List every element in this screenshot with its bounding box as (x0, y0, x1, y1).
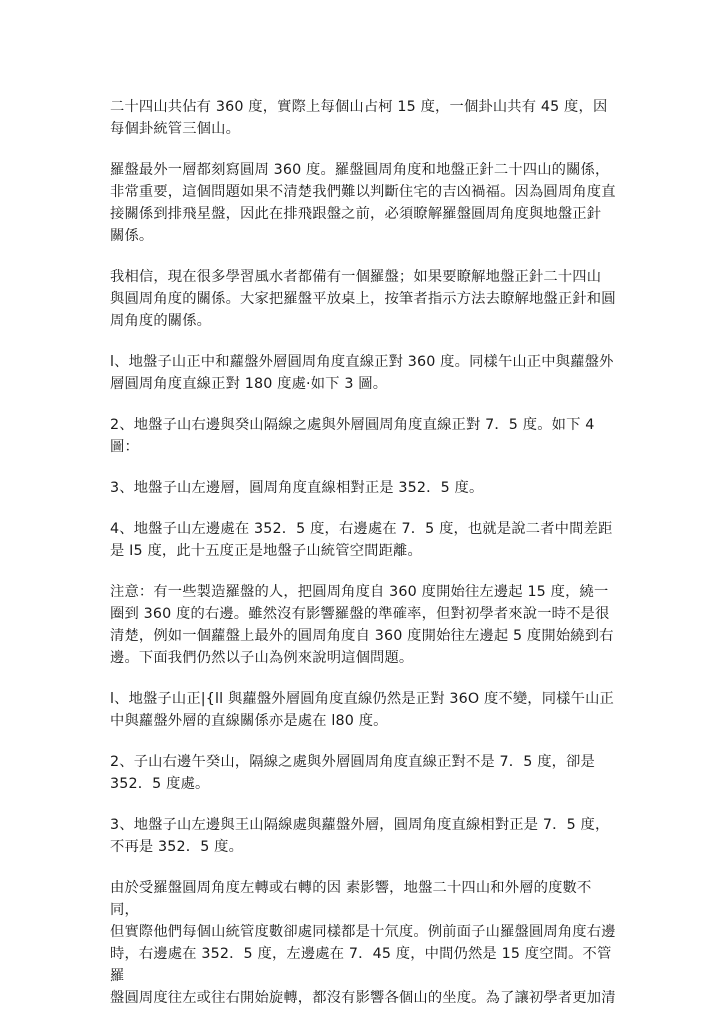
paragraph: 2、子山右邊午癸山，隔線之處與外層圓周角度直線正對不是 7．5 度，卻是 352．5 度處。 (110, 754, 595, 792)
paragraph: 我相信，現在很多學習風水者都備有一個羅盤；如果要瞭解地盤正針二十四山 與圓周角度的關係。大家把羅盤平放桌上，按筆者指示方法去瞭解地盤正針和圓 周角度的關係。 (110, 269, 616, 329)
paragraph: 二十四山共佔有 360 度，實際上每個山占柯 15 度，一個卦山共有 45 度，因 每個卦統管三個山。 (110, 99, 608, 137)
paragraph: 3、地盤子山左邊層，圓周角度直線相對正是 352．5 度。 (110, 480, 484, 496)
paragraph: 2、地盤子山右邊與癸山隔線之處與外層圓周角度直線正對 7．5 度。如下 4 圖： (110, 417, 595, 455)
paragraph: 3、地盤子山左邊與王山隔線處與蘿盤外層，圓周角度直線相對正是 7．5 度， 不再是 352．5 度。 (110, 817, 610, 855)
paragraph: 羅盤最外一層都刻寫圓周 360 度。羅盤圓周角度和地盤正針二十四山的關係， 非常重要，這個問題如果不清楚我們難以判斷住宅的吉凶禍福。因為圓周角度直 接關係到排飛星盤，因此在排飛跟盤之前，必須瞭解羅盤圓周角度與地盤正針 關係。 (110, 162, 616, 244)
paragraph: 由於受羅盤圓周角度左轉或右轉的因 素影響，地盤二十四山和外層的度數不同， 但實際他們每個山統管度數卻處同樣都是十氘度。例前面子山羅盤圓周角度右邊 時，右邊處在 352．5 度，左邊處在 7．45 度，中間仍然是 15 度空間。不管羅 盤圓周度往左或往右開始旋轉，都沒有影響各個山的坐度。為了讓初學者更加清 (110, 880, 616, 1006)
paragraph: 注意：有一些製造羅盤的人，把圓周角度自 360 度開始往左邊起 15 度，繞一 圈到 360 度的右邊。雖然沒有影響羅盤的準確率，但對初學者來說一時不是很 清楚，例如一個蘿盤上最外的圓周角度自 360 度開始往左邊起 5 度開始繞到右 邊。下面我們仍然以子山為例來說明這個問題。 (110, 584, 614, 666)
paragraph: l、地盤子山正中和蘿盤外層圓周角度直線正對 360 度。同樣午山正中與蘿盤外 層圓周角度直線正對 180 度處·如下 3 圖。 (110, 354, 614, 392)
document-body (110, 96, 620, 1028)
paragraph: l、地盤子山正|{ll 與蘿盤外層圓角度直線仍然是正對 36O 度不變，同樣午山正 中與蘿盤外層的直線關係亦是處在 l80 度。 (110, 691, 614, 729)
paragraph: 4、地盤子山左邊處在 352．5 度，右邊處在 7．5 度，也就是說二者中間差距 是 I5 度，此十五度正是地盤子山統管空間距離。 (110, 521, 613, 559)
